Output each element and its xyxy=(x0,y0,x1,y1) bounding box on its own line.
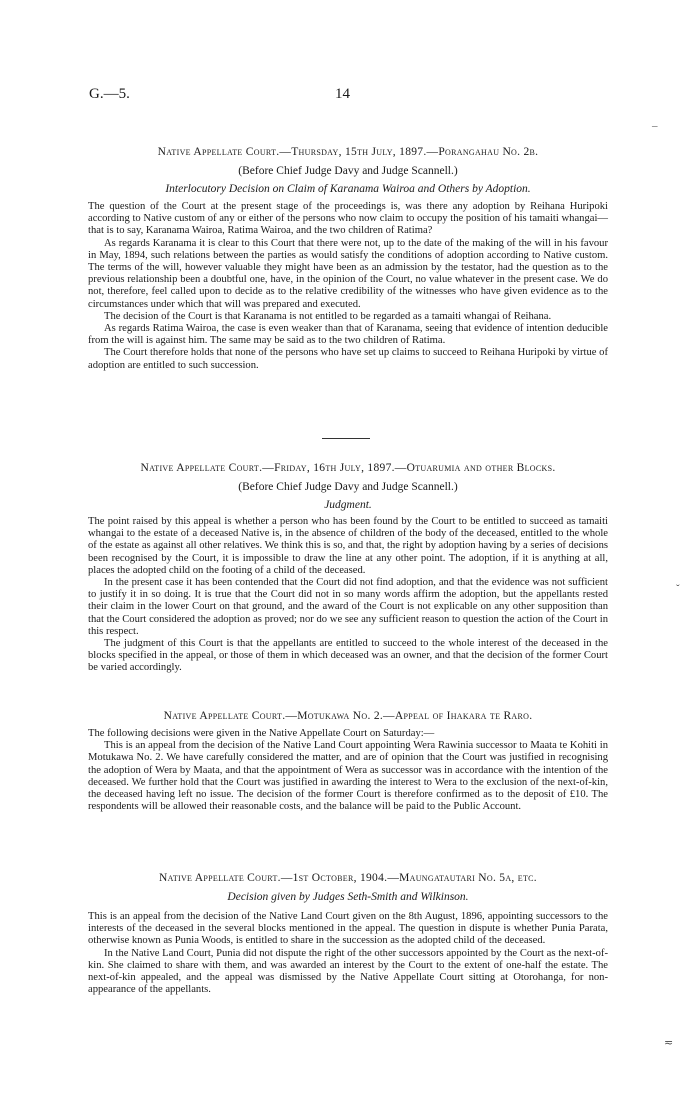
section-subtitle: Interlocutory Decision on Claim of Karanama Wairoa and Others by Adoption. xyxy=(165,183,531,195)
paragraph: The point raised by this appeal is whether a person who has been found by the Court to be entitled to succeed as tamaiti whangai to the estate of a deceased Native is, in the absence of children of the body of the deceased, entitled to the whole of the estate as against all other relatives. We think this is so, and that, the right by adoption having by a series of decisions been recognised by the Court, it is impossible to draw the line at any other point. The adoption, if it is anything at all, places the adopted child on the footing of a child of the deceased. xyxy=(88,516,608,576)
margin-mark: ≂ xyxy=(664,1037,674,1049)
section-porangahau-judges-wrap xyxy=(88,165,608,177)
section-maungatautari-title-wrap xyxy=(88,872,608,884)
paragraph: This is an appeal from the decision of the Native Land Court appointing Wera Rawinia successor to Maata te Kohiti in Motukawa No. 2. We have carefully considered the matter, and are of opinion that the Court was justified in recognising the adoption of Wera by Maata, and that the appointment of Wera as successor was in accordance with the intention of the deceased. We further hold that the Court was justified in awarding the interest to Wera to the exclusion of the next-of-kin, the deceased having left no issue. The decision of the former Court is therefore confirmed as to the deposit of £10. The respondents will be allowed their reasonable costs, and the balance will be paid to the Public Account. xyxy=(88,740,608,813)
section-porangahau-body xyxy=(88,201,608,372)
margin-mark: ‒ xyxy=(652,120,658,132)
paragraph: The question of the Court at the present stage of the proceedings is, was there any adoption by Reihana Huripoki according to Native custom of any or either of the persons who now claim to occupy the position of his tamaiti whangai—that is to say, Karanama Wairoa, Ratima Wairoa, and the two children of Ratima? xyxy=(88,201,608,237)
paragraph: The judgment of this Court is that the appellants are entitled to succeed to the whole interest of the deceased in the blocks specified in the appeal, or those of them in which deceased was an owner, and that the decision of the former Court be varied accordingly. xyxy=(88,638,608,674)
section-subtitle: Judgment. xyxy=(324,499,372,511)
section-subtitle: Decision given by Judges Seth-Smith and Wilkinson. xyxy=(227,891,469,903)
section-title: Native Appellate Court.—1st October, 1904.—Maungatautari No. 5a, etc. xyxy=(159,872,537,884)
section-otuarumia-judges-wrap xyxy=(88,481,608,493)
section-otuarumia-subtitle-wrap xyxy=(88,499,608,511)
page-number: 14 xyxy=(335,86,350,102)
paragraph: In the Native Land Court, Punia did not dispute the right of the other successors appointed by the Court as the next-of-kin. She claimed to share with them, and was awarded an interest by the Court to the extent of one-half the estate. The next-of-kin appealed, and the appeal was dismissed by the Native Appellate Court sitting at Otorohanga, for non-appearance of the appellants. xyxy=(88,947,608,996)
document-reference: G.—5. xyxy=(89,86,130,102)
section-otuarumia-body xyxy=(88,516,608,675)
section-judges: (Before Chief Judge Davy and Judge Scannell.) xyxy=(238,481,458,493)
section-title: Native Appellate Court.—Friday, 16th July, 1897.—Otuarumia and other Blocks. xyxy=(140,462,556,474)
paragraph: As regards Ratima Wairoa, the case is even weaker than that of Karanama, seeing that evidence of intention deducible from the will is against him. The same may be said as to the two children of Ratima. xyxy=(88,323,608,347)
section-judges: (Before Chief Judge Davy and Judge Scannell.) xyxy=(238,165,458,177)
section-porangahau xyxy=(88,146,608,158)
paragraph: As regards Karanama it is clear to this Court that there were not, up to the date of the making of the will in his favour in May, 1894, such relations between the parties as would satisfy the conditions of adoption according to Native custom. The terms of the will, however valuable they might have been as an admission by the testator, had the question as to the previous relationship been a doubtful one, have, in the opinion of the Court, no value whatever in the present case. We do not, therefore, feel called upon to decide as to the relative credibility of the witnesses who have given evidence as to the circumstances under which that will was prepared and executed. xyxy=(88,237,608,310)
paragraph: The following decisions were given in the Native Appellate Court on Saturday:— xyxy=(88,728,435,739)
paragraph: The Court therefore holds that none of the persons who have set up claims to succeed to Reihana Huripoki by virtue of adoption are entitled to such succession. xyxy=(88,347,608,371)
margin-mark: ˇ xyxy=(676,583,680,595)
section-otuarumia-title-wrap xyxy=(88,462,608,474)
section-motukawa-body xyxy=(88,728,608,813)
paragraph: This is an appeal from the decision of the Native Land Court given on the 8th August, 1896, appointing successors to the interests of the deceased in the several blocks mentioned in the appeal. The question in dispute is whether Punia Parata, otherwise known as Punia Woods, is entitled to share in the succession as the adopted child of the deceased. xyxy=(88,911,608,947)
section-maungatautari-body xyxy=(88,911,608,996)
section-porangahau-subtitle-wrap xyxy=(88,183,608,195)
section-maungatautari-subtitle-wrap xyxy=(88,891,608,903)
section-title: Native Appellate Court.—Thursday, 15th July, 1897.—Porangahau No. 2b. xyxy=(157,146,539,158)
section-title: Native Appellate Court.—Motukawa No. 2.—Appeal of Ihakara te Raro. xyxy=(163,710,533,722)
paragraph: In the present case it has been contended that the Court did not find adoption, and that the evidence was not sufficient to justify it in so doing. It is true that the Court did not in so many words affirm the adoption, but the appellants rested their claim in the lower Court on that ground, and the award of the Court is not explicable on any other supposition than that the Court considered the adoption as proved; nor do we see any sufficient reason to question the action of the Court in this respect. xyxy=(88,577,608,637)
section-divider xyxy=(322,438,370,439)
section-motukawa-title-wrap xyxy=(88,710,608,722)
paragraph: The decision of the Court is that Karanama is not entitled to be regarded as a tamaiti whangai of Reihana. xyxy=(104,310,552,322)
